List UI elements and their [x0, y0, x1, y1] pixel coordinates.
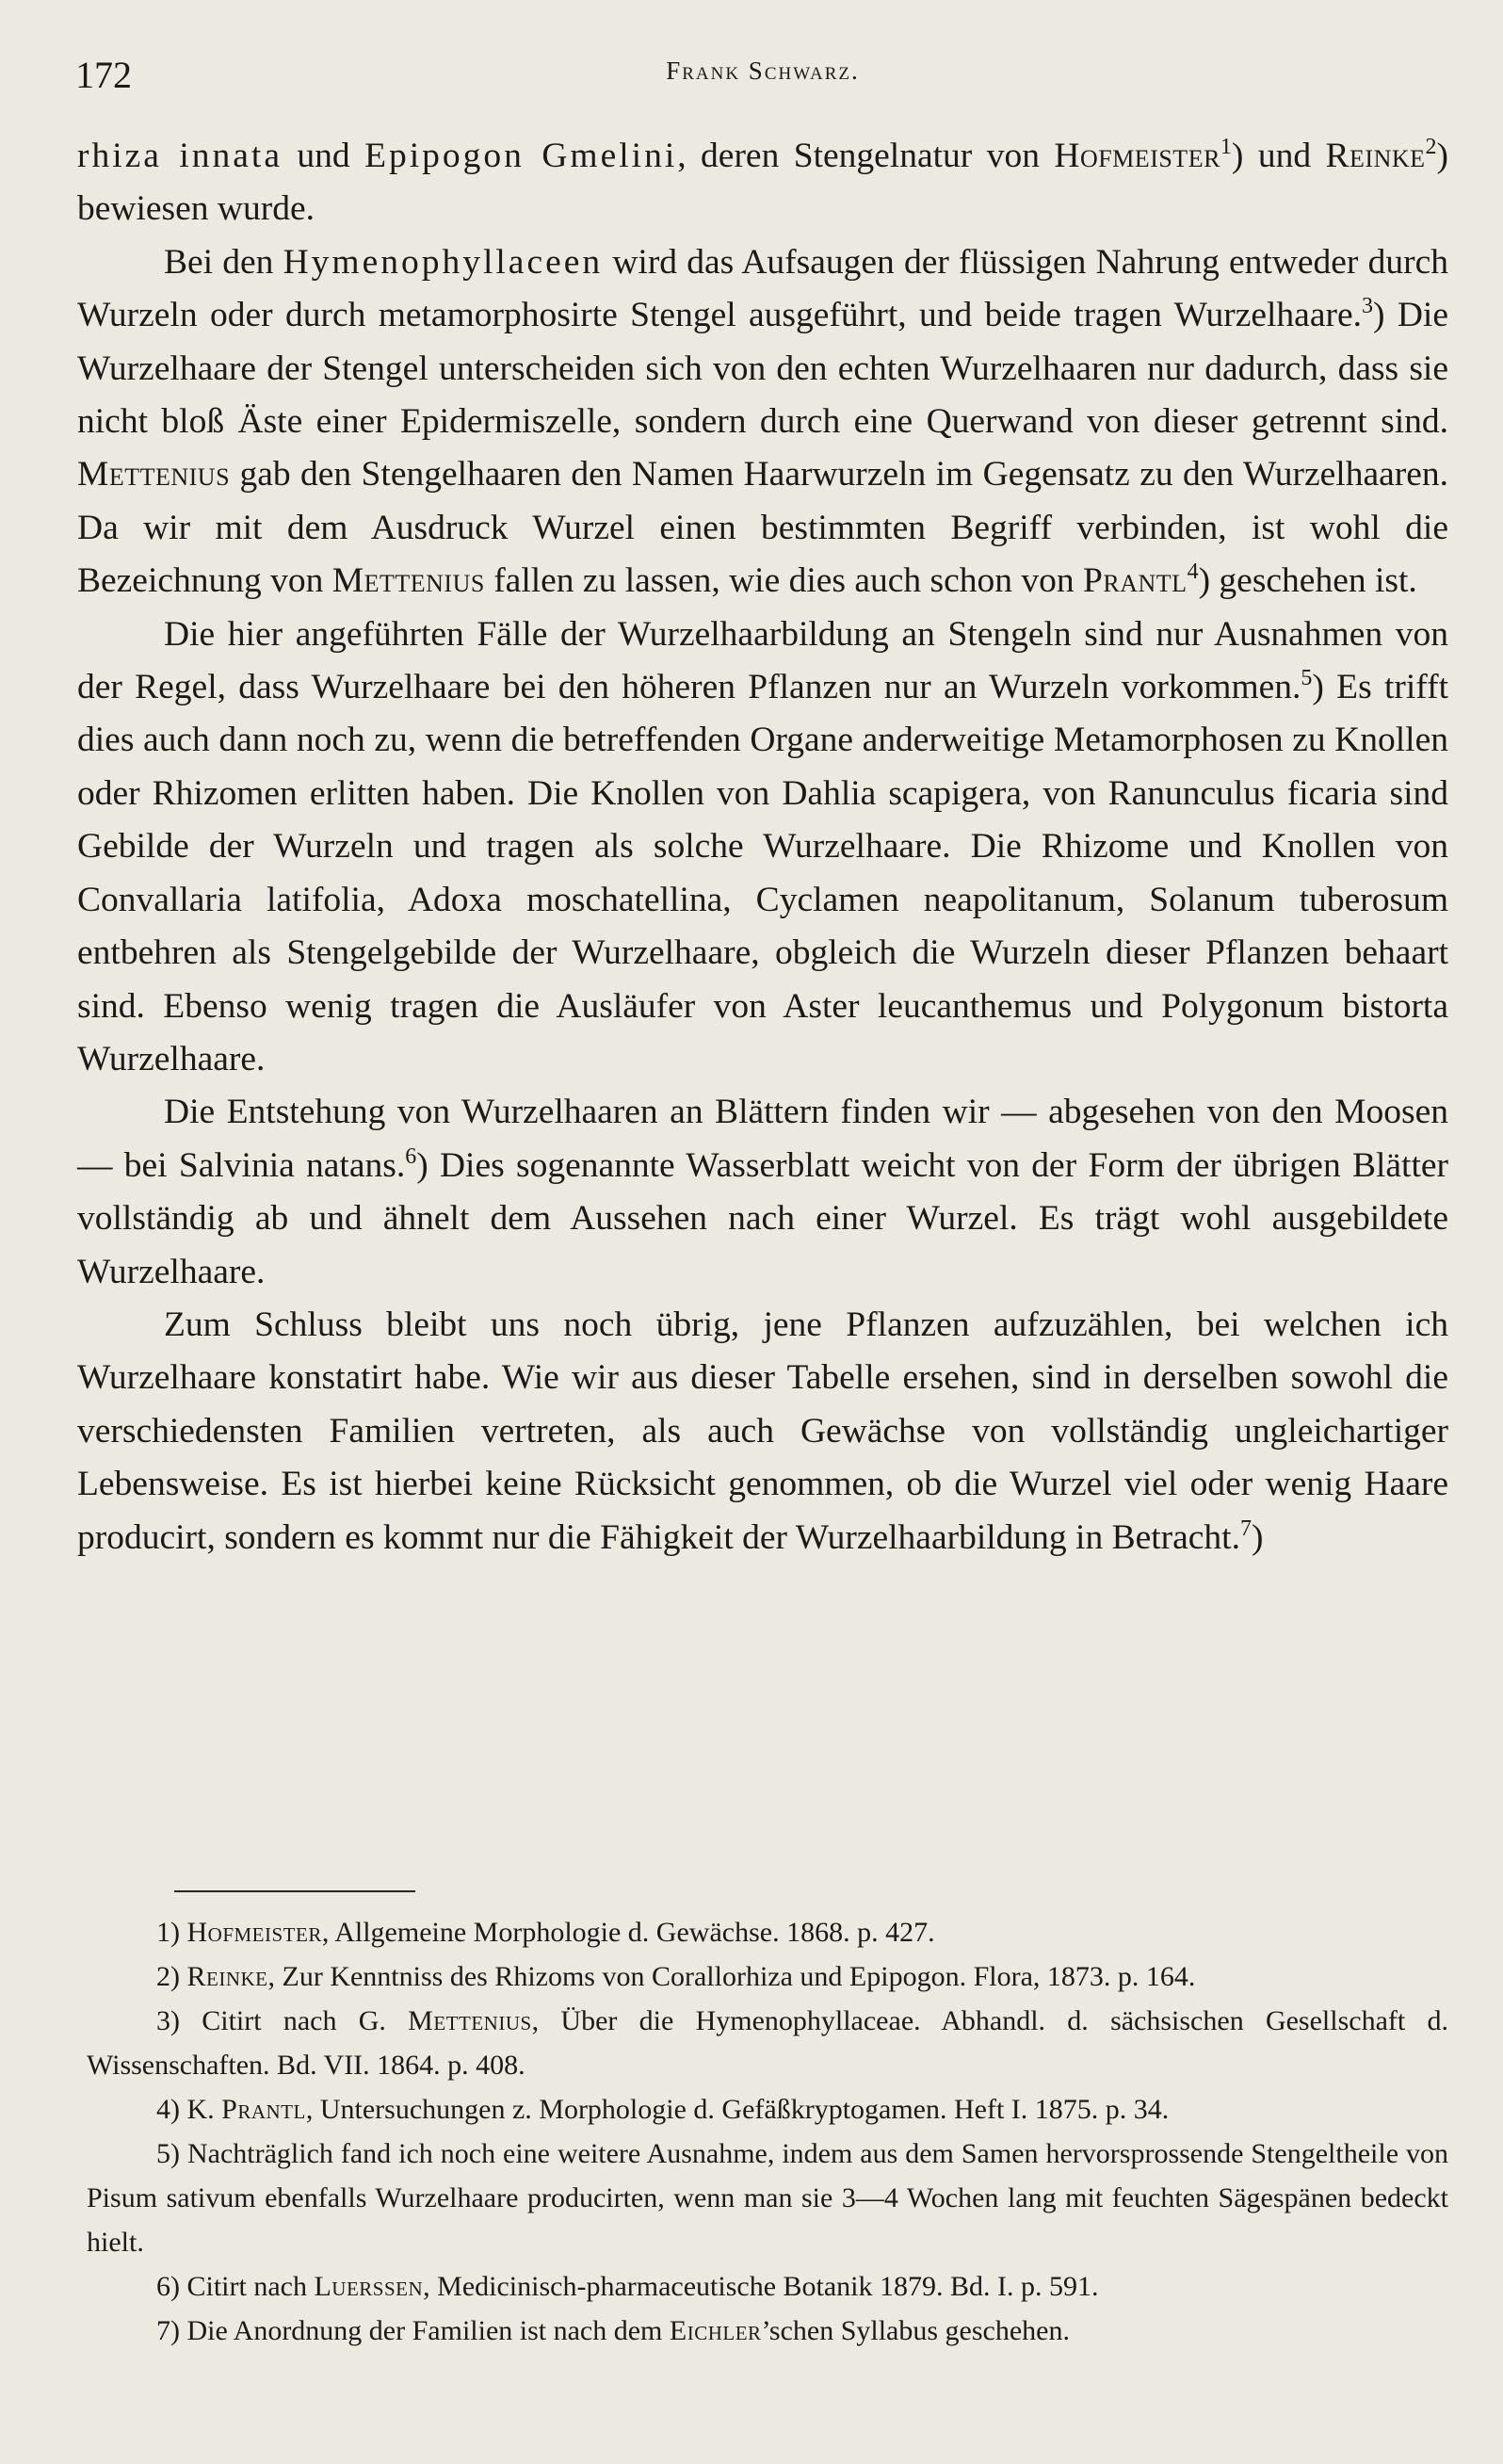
footnote-ref: 6 [405, 1143, 417, 1169]
paragraph-2: Bei den Hymenophyllaceen wird das Aufsaugen der flüssigen Nahrung entweder durch Wurzeln oder durch metamorphosirte Stengel ausgeführt, und beide tragen Wurzelhaare.$^3$) Die Wurzelhaare der Stengel unterscheiden sich von den echten Wurzelhaaren nur dadurch, dass sie nicht bloß Äste einer Epidermiszelle, sondern durch eine Querwand von dieser getrennt sind. Mettenius gab den Stengelhaaren den Namen Haarwurzeln im Gegensatz zu den Wurzelhaaren. Da wir mit dem Ausdruck Wurzel einen bestimmten Begriff verbinden, ist wohl die Bezeichnung von Mettenius fallen zu lassen, wie dies auch schon von Prantl$^4$) geschehen ist. [77, 242, 1448, 601]
author-name: Hofmeister [1054, 137, 1220, 175]
author-name: Hofmeister [186, 1917, 322, 1948]
paragraph-5: Zum Schluss bleibt uns noch übrig, jene Pflanzen aufzuzählen, bei welchen ich Wurzelhaare konstatirt habe. Wie wir aus dieser Tabelle ersehen, sind in derselben sowohl die verschiedensten Familien vertreten, als auch Gewächse von vollständig ungleichartiger Lebensweise. Es ist hierbei keine Rücksicht genommen, ob die Wurzel viel oder wenig Haare producirt, sondern es kommt nur die Fähigkeit der Wurzelhaarbildung in Betracht.$^7$) [77, 1305, 1448, 1557]
paragraph-1: rhiza innata und Epipogon Gmelini, deren Stengelnatur von Hofmeister$^1$) und Reinke$^2$) bewiesen wurde. [77, 135, 1449, 229]
author-name: Eichler [669, 2315, 762, 2346]
footnote-6: 6) Citirt nach Luerssen, Medicinisch-pharmaceutische Botanik 1879. Bd. I. p. 591. [156, 2271, 1099, 2302]
running-head: Frank Schwarz. [666, 57, 860, 85]
footnote-2: 2) Reinke, Zur Kenntniss des Rhizoms von Corallorhiza und Epipogon. Flora, 1873. p. 164. [156, 1961, 1196, 1992]
author-name: Mettenius [408, 2005, 532, 2036]
author-name: Mettenius [331, 561, 485, 601]
paragraph-4: Die Entstehung von Wurzelhaaren an Blättern finden wir — abgesehen von den Moosen — bei Salvinia natans.$^6$) Dies sogenannte Wasserblatt weicht von der Form der übrigen Blätter vollständig ab und ähnelt dem Aussehen nach einer Wurzel. Es trägt wohl ausgebildete Wurzelhaare. [77, 1093, 1449, 1291]
footnote-ref: 3 [1361, 294, 1373, 319]
footnote-rule [174, 1890, 415, 1892]
author-name: Prantl [221, 2094, 306, 2125]
footnote-3: 3) Citirt nach G. Mettenius, Über die Hymenophyllaceae. Abhandl. d. sächsischen Gesellschaft d. Wissenschaften. Bd. VII. 1864. p. 408. [87, 2005, 1448, 2081]
footnote-ref: 2 [1425, 135, 1437, 159]
footnote-ref: 7 [1239, 1516, 1252, 1541]
footnote-1: 1) Hofmeister, Allgemeine Morphologie d. Gewächse. 1868. p. 427. [156, 1917, 935, 1948]
author-name: Prantl [1083, 561, 1188, 601]
author-name: Reinke [186, 1961, 268, 1992]
species-name: Epipogon Gmelini [364, 137, 678, 175]
footnote-ref: 1 [1220, 135, 1232, 159]
family-name: Hymenophyllaceen [283, 242, 604, 282]
footnote-ref: 4 [1187, 559, 1199, 585]
footnotes [87, 1910, 1448, 2353]
footnote-ref: 5 [1301, 666, 1313, 691]
author-name: Mettenius [77, 455, 231, 494]
footnote-4: 4) K. Prantl, Untersuchungen z. Morphologie d. Gefäßkryptogamen. Heft I. 1875. p. 34. [156, 2094, 1170, 2125]
page-number: 172 [75, 54, 132, 96]
footnote-7: 7) Die Anordnung der Familien ist nach dem Eichler’schen Syllabus geschehen. [156, 2315, 1070, 2346]
species-name: rhiza innata [77, 137, 283, 175]
paragraph-3: Die hier angeführten Fälle der Wurzelhaarbildung an Stengeln sind nur Ausnahmen von der Regel, dass Wurzelhaare bei den höheren Pflanzen nur an Wurzeln vorkommen.$^5$) Es trifft dies auch dann noch zu, wenn die betreffenden Organe anderweitige Metamorphosen zu Knollen oder Rhizomen erlitten haben. Die Knollen von Dahlia scapigera, von Ranunculus ficaria sind Gebilde der Wurzeln und tragen als solche Wurzelhaare. Die Rhizome und Knollen von Convallaria latifolia, Adoxa moschatellina, Cyclamen neapolitanum, Solanum tuberosum entbehren als Stengelgebilde der Wurzelhaare, obgleich die Wurzeln dieser Pflanzen behaart sind. Ebenso wenig tragen die Ausläufer von Aster leucanthemus und Polygonum bistorta Wurzelhaare. [77, 614, 1448, 1078]
main-text [77, 130, 1448, 1564]
footnote-5: 5) Nachträglich fand ich noch eine weitere Ausnahme, indem aus dem Samen hervorsprossende Stengeltheile von Pisum sativum ebenfalls Wurzelhaare producirten, wenn man sie 3—4 Wochen lang mit feuchten Sägespänen bedeckt hielt. [87, 2138, 1448, 2258]
author-name: Luerssen [314, 2271, 424, 2302]
page-header [75, 53, 1450, 109]
author-name: Reinke [1325, 137, 1426, 175]
